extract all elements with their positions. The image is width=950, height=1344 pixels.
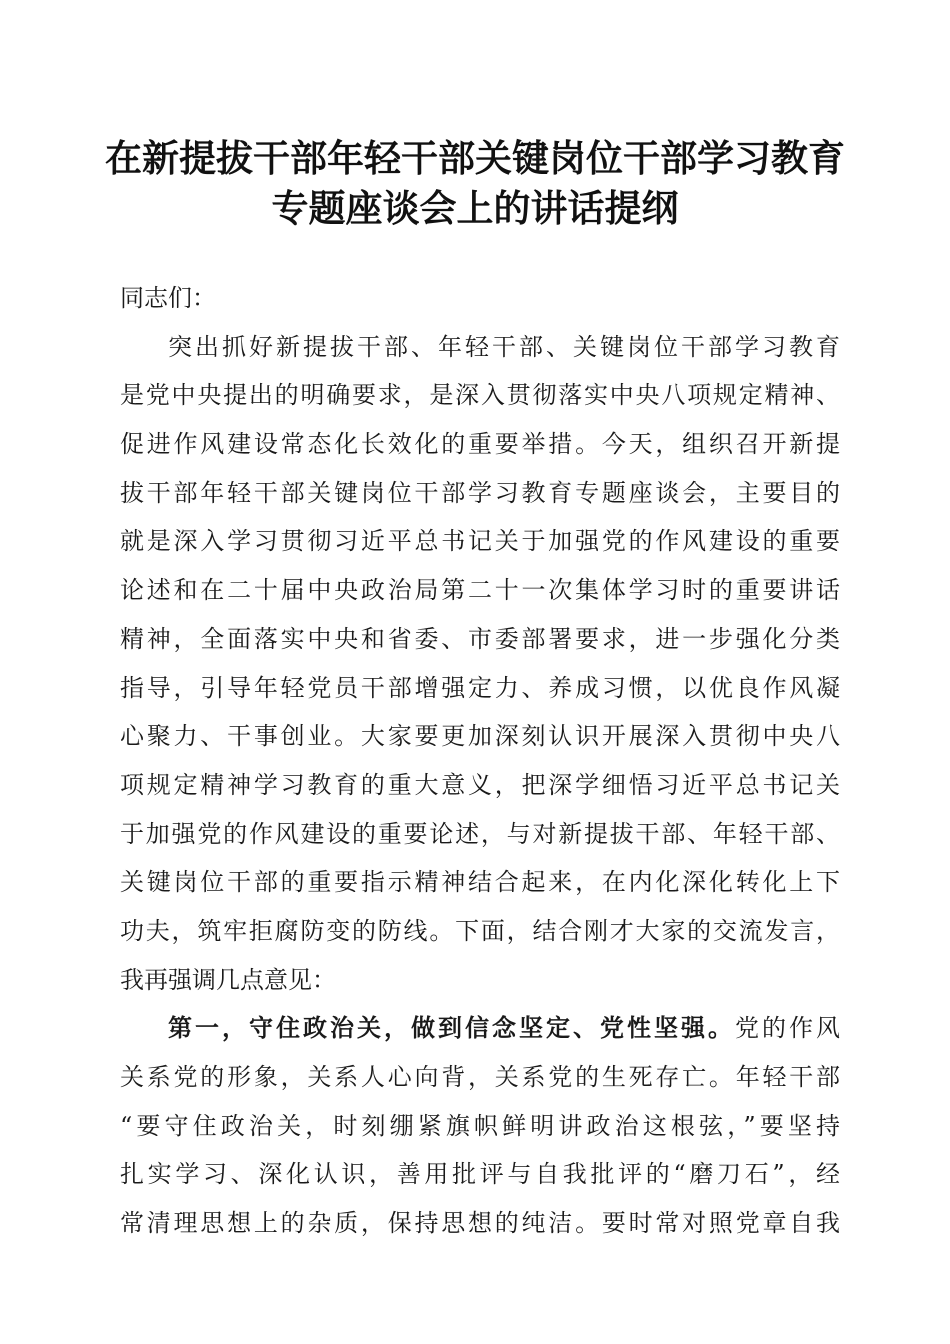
paragraph-1-line: 就是深入学习贯彻习近平总书记关于加强党的作风建设的重要 — [120, 527, 840, 556]
paragraph-1-line: 精神，全面落实中央和省委、市委部署要求，进一步强化分类 — [120, 624, 840, 653]
paragraph-1-line: 论述和在二十届中央政治局第二十一次集体学习时的重要讲话 — [120, 576, 840, 605]
paragraph-1-line: 促进作风建设常态化长效化的重要举措。今天，组织召开新提 — [120, 430, 840, 459]
paragraph-2 — [120, 1004, 840, 1247]
paragraph-2-line: 常清理思想上的杂质，保持思想的纯洁。要时常对照党章自我 — [120, 1209, 840, 1238]
title-line-2: 专题座谈会上的讲话提纲 — [271, 186, 679, 230]
document-body — [120, 274, 840, 1248]
paragraph-2-line: “要守住政治关，时刻绷紧旗帜鲜明讲政治这根弦，”要坚持 — [120, 1111, 840, 1140]
document-title — [80, 133, 870, 233]
paragraph-1 — [120, 323, 840, 1005]
paragraph-1-line: 是党中央提出的明确要求，是深入贯彻落实中央八项规定精神、 — [120, 381, 840, 410]
paragraph-2-first-line — [120, 1004, 840, 1053]
paragraph-1-line: 关键岗位干部的重要指示精神结合起来，在内化深化转化上下 — [120, 868, 840, 897]
paragraph-1-line: 心聚力、干事创业。大家要更加深刻认识开展深入贯彻中央八 — [120, 722, 840, 751]
paragraph-1-line: 指导，引导年轻党员干部增强定力、养成习惯，以优良作风凝 — [120, 673, 840, 702]
paragraph-2-line: 扎实学习、深化认识，善用批评与自我批评的“磨刀石”，经 — [120, 1160, 840, 1189]
paragraph-1-line: 项规定精神学习教育的重大意义，把深学细悟习近平总书记关 — [120, 770, 840, 799]
section-heading: 第一，守住政治关，做到信念坚定、党性坚强。 — [168, 1013, 735, 1043]
paragraph-2-text: 党的作风 — [735, 1014, 840, 1043]
title-line-1: 在新提拔干部年轻干部关键岗位干部学习教育 — [105, 136, 845, 180]
paragraph-2-line: 关系党的形象，关系人心向背，关系党的生死存亡。年轻干部 — [120, 1063, 840, 1091]
paragraph-1-line: 突出抓好新提拔干部、年轻干部、关键岗位干部学习教育 — [168, 332, 840, 361]
paragraph-1-line: 功夫，筑牢拒腐防变的防线。下面，结合刚才大家的交流发言， — [120, 916, 840, 945]
paragraph-1-line: 我再强调几点意见： — [120, 965, 336, 994]
salutation: 同志们： — [120, 284, 216, 312]
paragraph-1-line: 于加强党的作风建设的重要论述，与对新提拔干部、年轻干部、 — [120, 819, 840, 848]
paragraph-1-line: 拔干部年轻干部关键岗位干部学习教育专题座谈会，主要目的 — [120, 478, 840, 507]
